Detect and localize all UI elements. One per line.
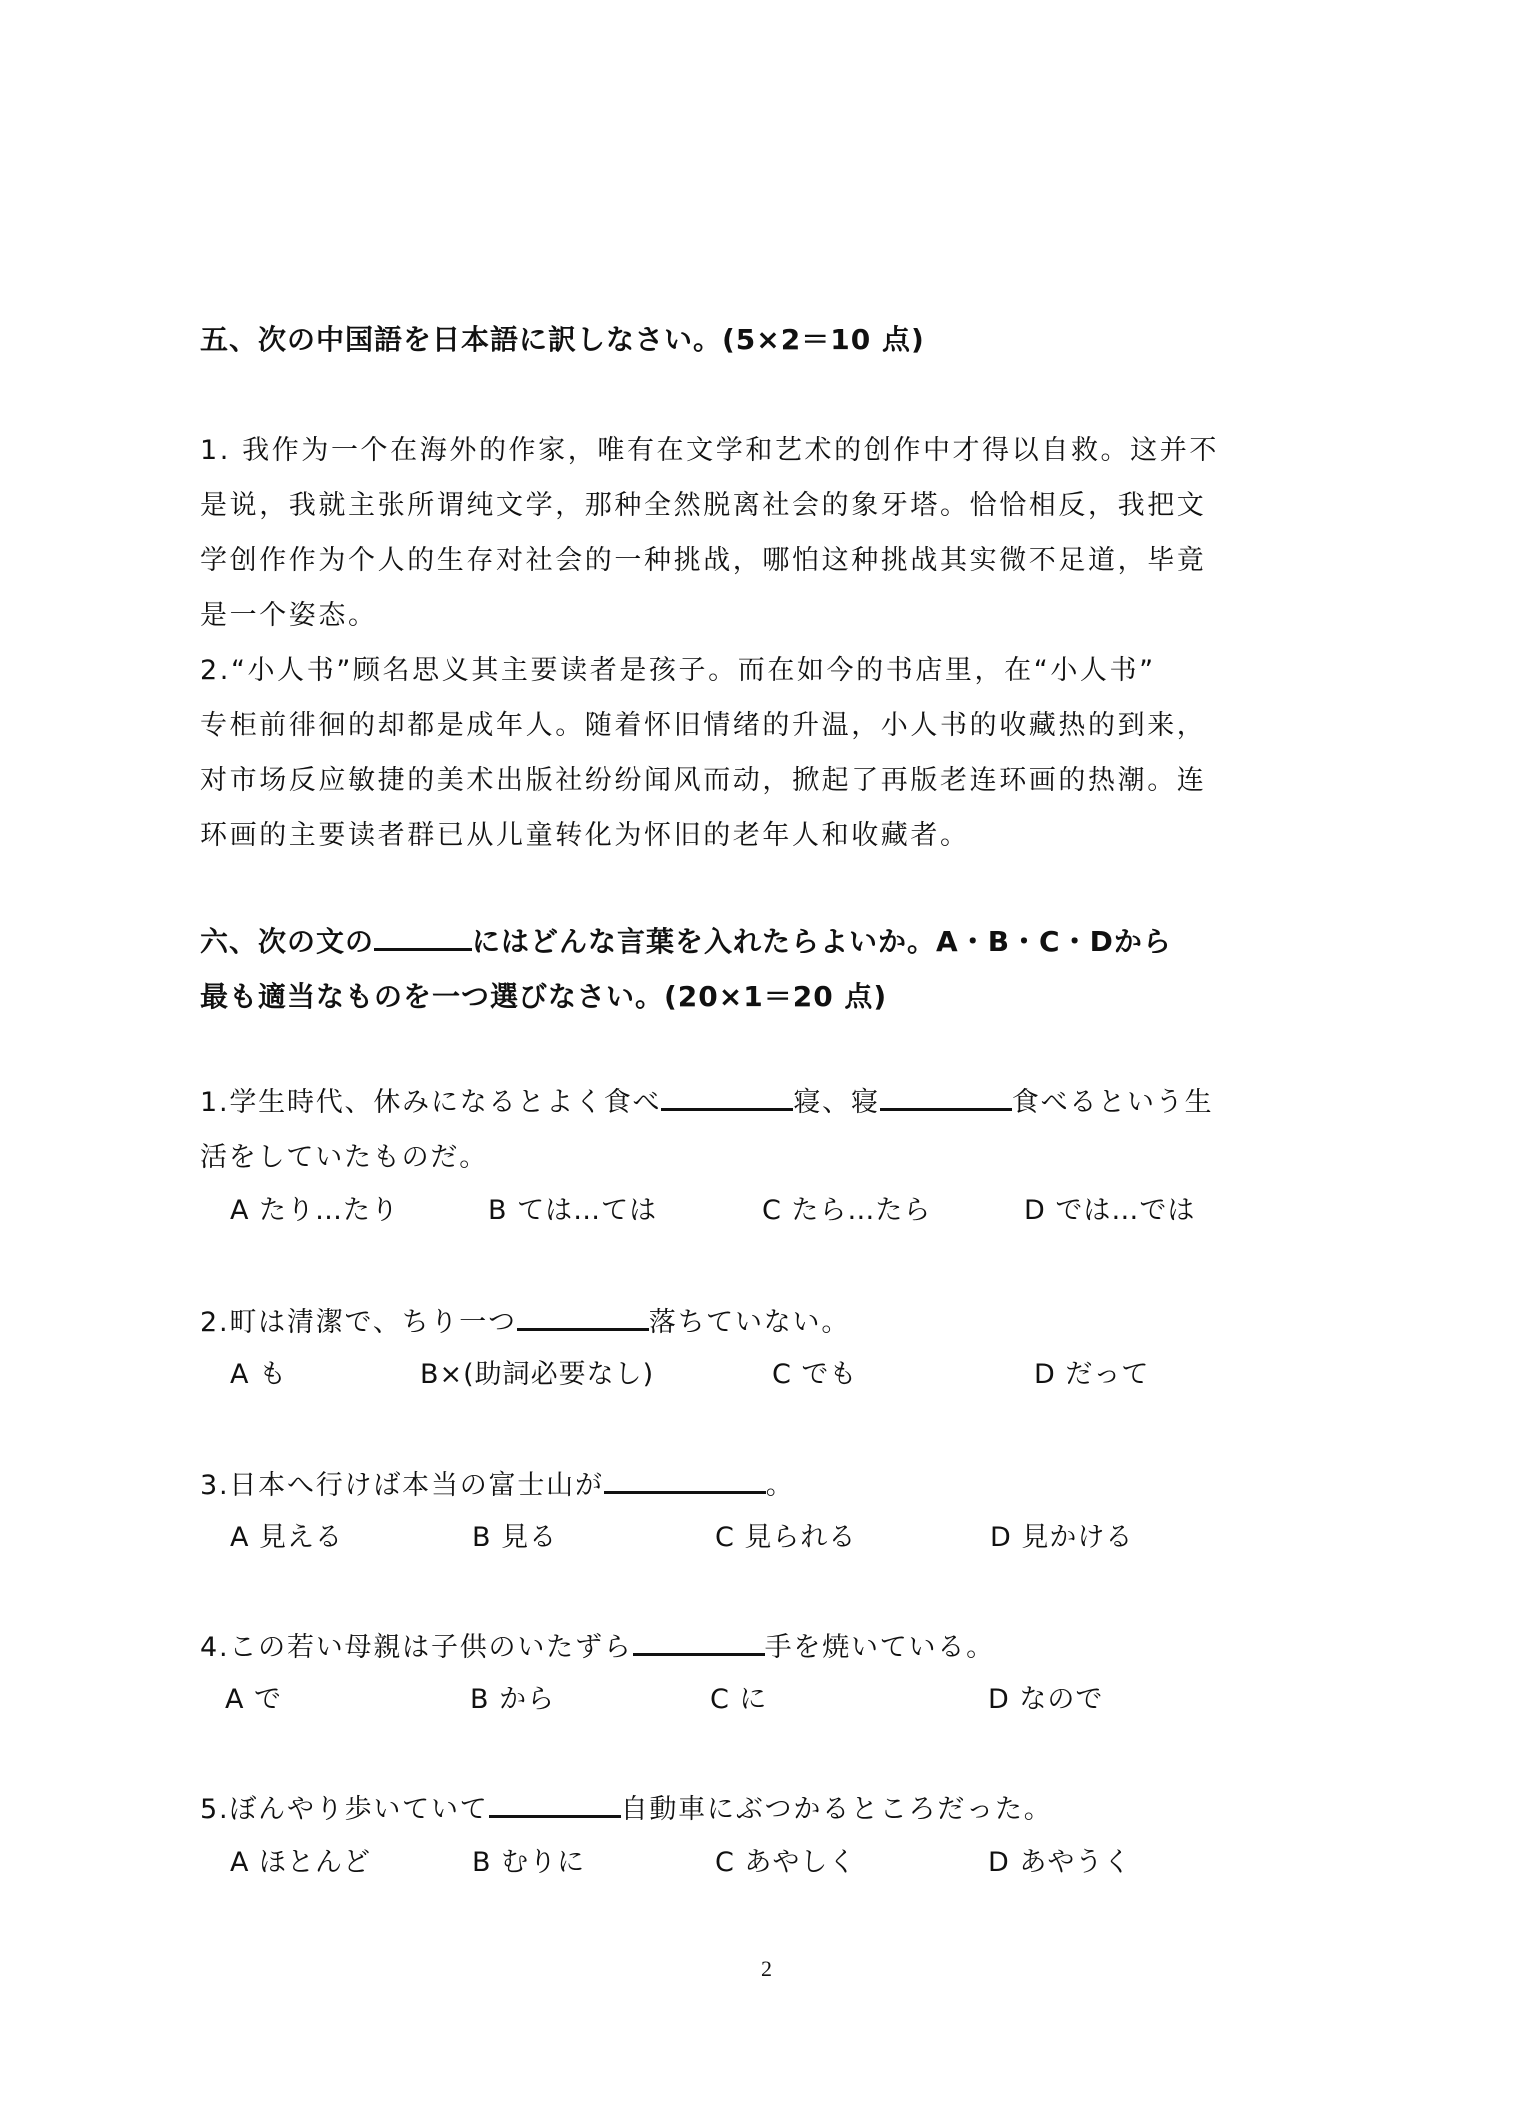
question-text-part: 5.ぼんやり歩いていて [200, 1794, 489, 1825]
paragraph-line: 是一个姿态。 [200, 600, 378, 631]
paragraph-line: 学创作作为个人的生存对社会的一种挑战，哪怕这种挑战其实微不足道，毕竟 [200, 545, 1207, 576]
question-text-part: 4.この若い母親は子供のいたずら [200, 1632, 633, 1663]
option-b: B から [470, 1684, 556, 1715]
option-c: C でも [772, 1359, 858, 1390]
option-a: A で [225, 1684, 283, 1715]
option-b: B 見る [472, 1522, 558, 1553]
paragraph-line: 是说，我就主张所谓纯文学，那种全然脱离社会的象牙塔。恰恰相反，我把文 [200, 490, 1207, 521]
question-text-part: 落ちていない。 [648, 1307, 851, 1338]
question-text-part: 寝、寝 [793, 1087, 880, 1118]
answer-blank [374, 947, 472, 951]
option-d: D だって [1034, 1359, 1150, 1390]
option-c: C あやしく [715, 1847, 857, 1878]
question-text-part: 1.学生時代、休みになるとよく食べ [200, 1087, 662, 1118]
question-text-part: 3.日本へ行けば本当の富士山が [200, 1470, 604, 1501]
paragraph-line: 专柜前徘徊的却都是成年人。随着怀旧情绪的升温，小人书的收藏热的到来， [200, 710, 1207, 741]
question-text [200, 1463, 795, 1502]
question-text-part: 。 [765, 1470, 795, 1501]
option-d: D 見かける [990, 1522, 1134, 1553]
option-d: D なので [988, 1684, 1104, 1715]
option-b: B ては…ては [488, 1195, 658, 1226]
question-text-part: 手を焼いている。 [764, 1632, 995, 1663]
answer-blank [880, 1107, 1012, 1111]
answer-blank [633, 1652, 765, 1656]
paragraph-line: 2.“小人书”顾名思义其主要读者是孩子。而在如今的书店里，在“小人书” [200, 655, 1156, 686]
option-c: C 見られる [715, 1522, 857, 1553]
paragraph-line: 1. 我作为一个在海外的作家，唯有在文学和艺术的创作中才得以自救。这并不 [200, 435, 1219, 466]
option-c: C たら…たら [762, 1195, 932, 1226]
question-text-part: 食べるという生 [1011, 1087, 1214, 1118]
option-a: A たり…たり [230, 1195, 400, 1226]
question-text [200, 1080, 1213, 1119]
paragraph-line: 对市场反应敏捷的美术出版社纷纷闻风而动，掀起了再版老连环画的热潮。连 [200, 765, 1207, 796]
option-a: A ほとんど [230, 1847, 372, 1878]
section-5-heading: 五、次の中国語を日本語に訳しなさい。(5×2＝10 点) [200, 323, 925, 356]
option-d: D では…では [1024, 1195, 1196, 1226]
question-text-part: 2.町は清潔で、ちり一つ [200, 1307, 517, 1338]
heading-text: にはどんな言葉を入れたらよいか。A・B・C・Dから [472, 925, 1172, 958]
answer-blank [604, 1490, 766, 1494]
option-a: A 見える [230, 1522, 344, 1553]
option-b: B×(助詞必要なし) [420, 1359, 655, 1390]
question-text [200, 1625, 995, 1664]
question-text [200, 1300, 850, 1339]
answer-blank [517, 1327, 649, 1331]
option-a: A も [230, 1359, 288, 1390]
question-text-line-2: 活をしていたものだ。 [200, 1142, 488, 1173]
question-text-part: 自動車にぶつかるところだった。 [620, 1794, 1053, 1825]
question-text [200, 1787, 1053, 1826]
page-number: 2 [761, 1956, 772, 1981]
paragraph-line: 环画的主要读者群已从儿童转化为怀旧的老年人和收藏者。 [200, 820, 970, 851]
answer-blank [661, 1107, 793, 1111]
option-d: D あやうく [988, 1847, 1132, 1878]
section-6-heading-line-2: 最も適当なものを一つ選びなさい。(20×1＝20 点) [200, 980, 888, 1013]
answer-blank [489, 1814, 621, 1818]
heading-text: 六、次の文の [200, 925, 375, 958]
option-c: C に [710, 1684, 768, 1715]
option-b: B むりに [472, 1847, 586, 1878]
section-6-heading-line-1 [200, 920, 1172, 960]
